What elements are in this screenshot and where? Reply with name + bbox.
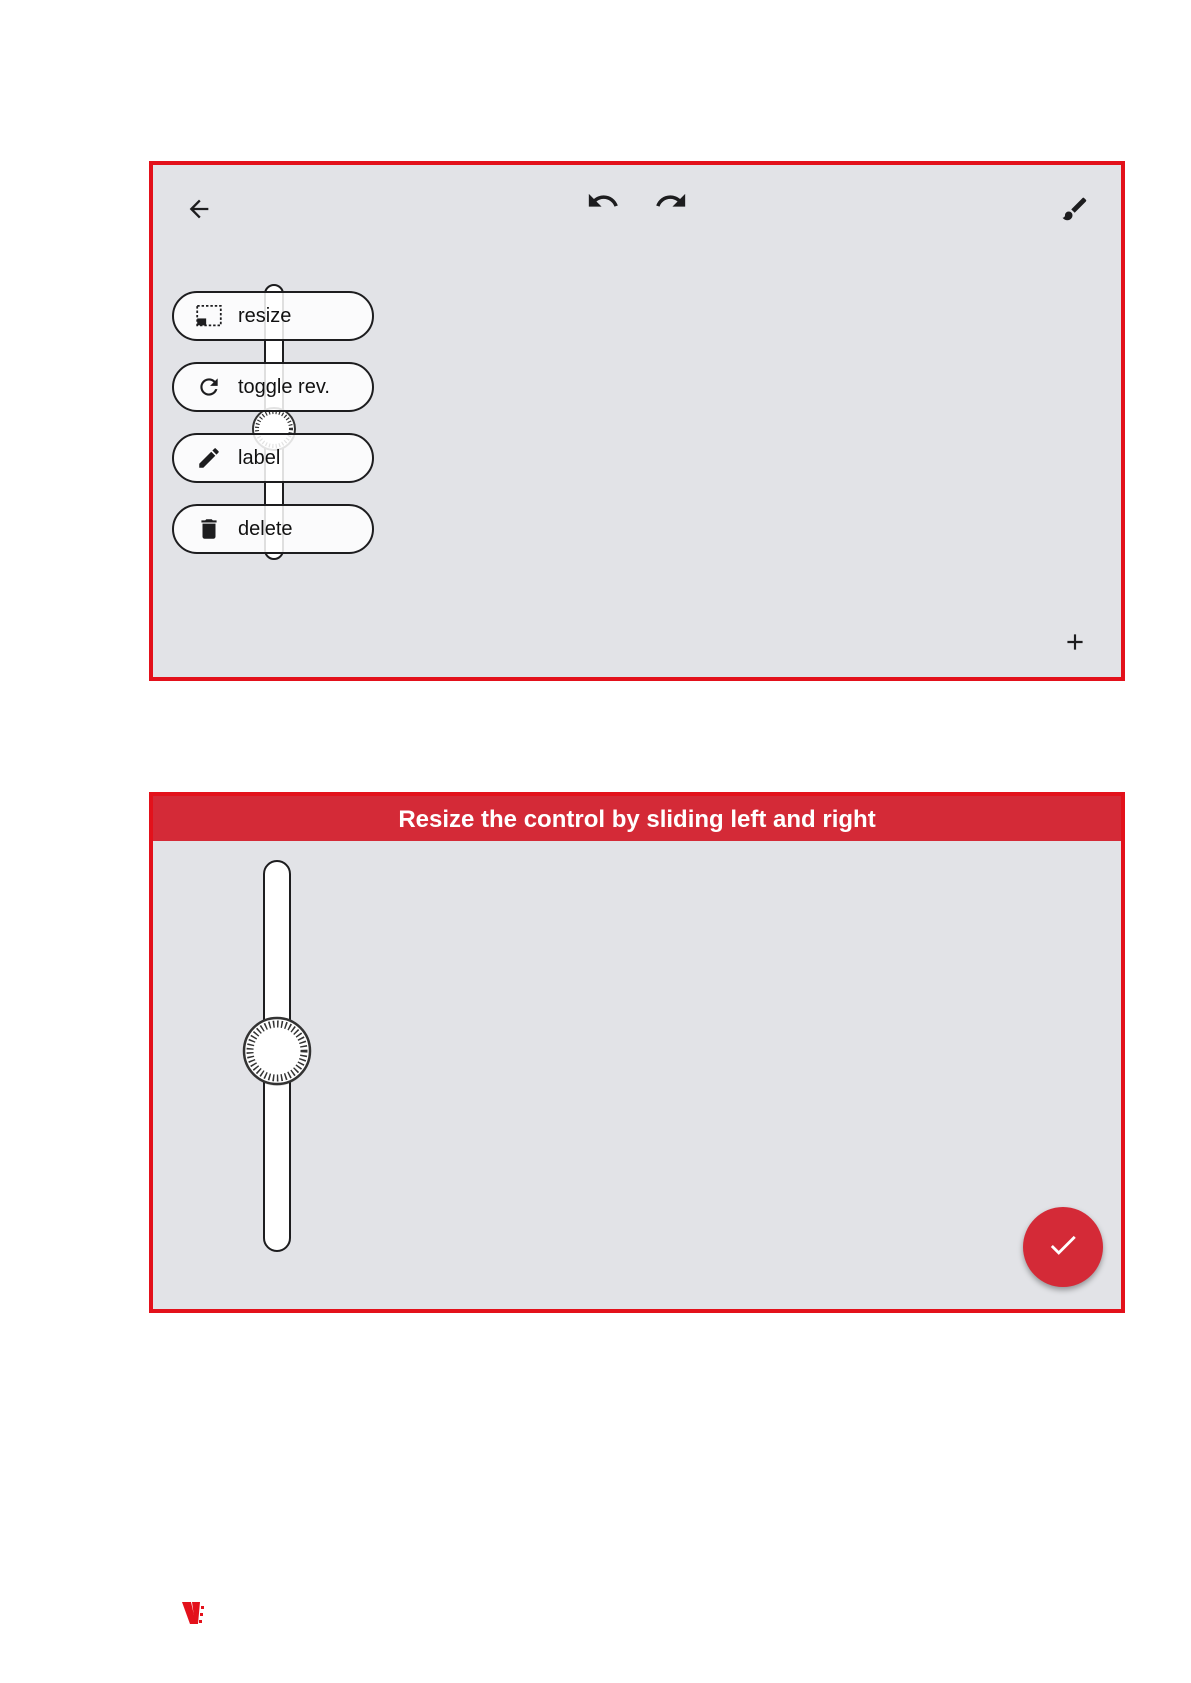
redo-icon[interactable] xyxy=(647,177,695,225)
delete-button[interactable] xyxy=(172,504,374,554)
back-arrow-icon[interactable] xyxy=(175,185,223,233)
delete-label: delete xyxy=(238,517,293,540)
instruction-banner: Resize the control by sliding left and right xyxy=(153,796,1121,841)
pencil-icon xyxy=(196,445,222,471)
confirm-button[interactable] xyxy=(1023,1207,1103,1287)
trash-icon xyxy=(196,516,222,542)
resize-icon xyxy=(196,303,222,329)
label-button[interactable] xyxy=(172,433,374,483)
toggle-rev-label: toggle rev. xyxy=(238,375,330,398)
resize-screen xyxy=(149,792,1125,1313)
paintbrush-icon[interactable] xyxy=(1051,185,1099,233)
label-label: label xyxy=(238,446,281,469)
check-icon xyxy=(1046,1228,1080,1267)
undo-icon[interactable] xyxy=(579,177,627,225)
editor-screen xyxy=(149,161,1125,681)
brand-logo-icon xyxy=(180,1600,210,1631)
resize-button[interactable] xyxy=(172,291,374,341)
resize-label: resize xyxy=(238,304,292,327)
toggle-rev-button[interactable] xyxy=(172,362,374,412)
slider-knob[interactable] xyxy=(241,1016,313,1088)
refresh-icon xyxy=(196,374,222,400)
add-icon[interactable] xyxy=(1051,618,1099,666)
